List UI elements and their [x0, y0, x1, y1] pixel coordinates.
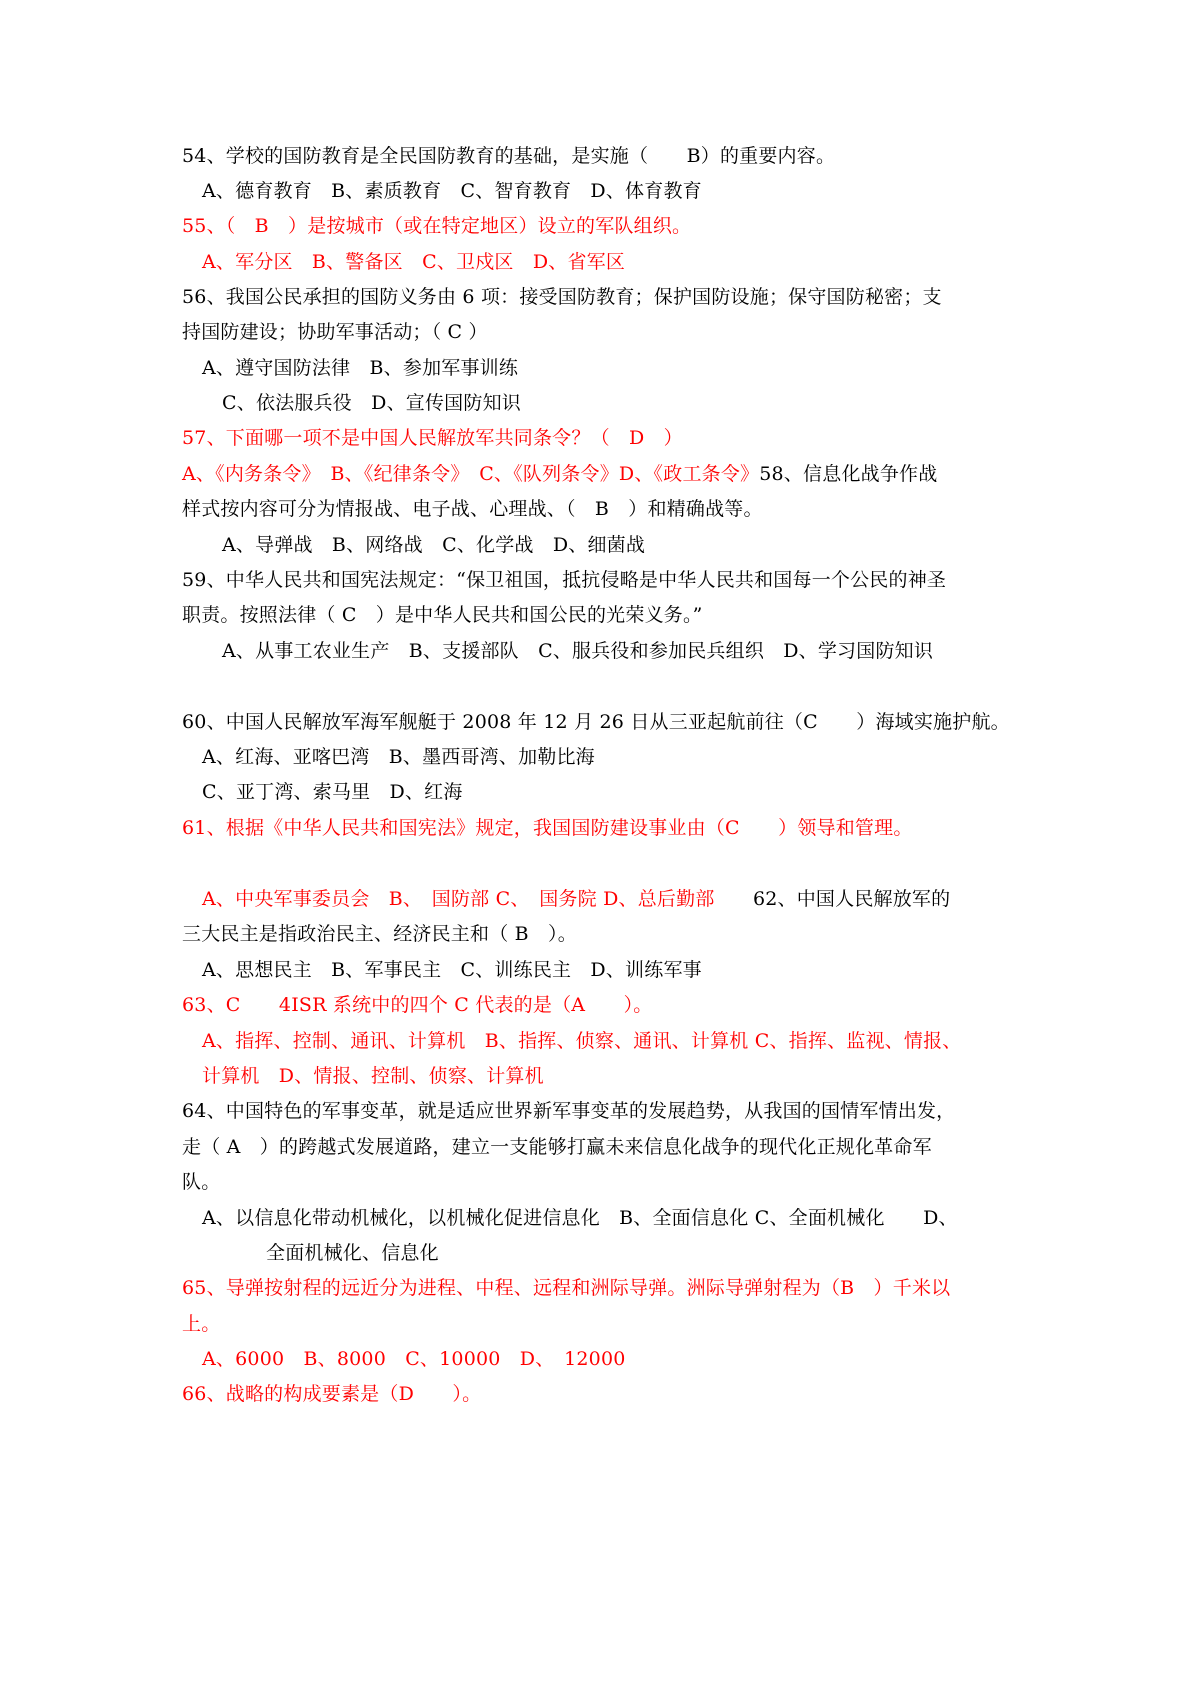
- question-59-continued: 职责。按照法律（ C ）是中华人民共和国公民的光荣义务。”: [182, 604, 703, 626]
- question-58-continued: 样式按内容可分为情报战、电子战、心理战、（ B ）和精确战等。: [182, 498, 763, 520]
- question-56-options-ab: A、遵守国防法律 B、参加军事训练: [202, 357, 519, 379]
- question-65: 65、导弹按射程的远近分为进程、中程、远程和洲际导弹。洲际导弹射程为（B ）千米以: [182, 1277, 951, 1299]
- question-60-options-cd: C、亚丁湾、索马里 D、红海: [202, 781, 463, 803]
- question-62-continued: 三大民主是指政治民主、经济民主和（ B ）。: [182, 923, 577, 945]
- question-56-options-cd: C、依法服兵役 D、宣传国防知识: [222, 392, 521, 414]
- question-63-options-continued: 计算机 D、情报、控制、侦察、计算机: [202, 1065, 544, 1087]
- question-57-options-and-58: [182, 461, 1022, 487]
- question-61-options: A、中央军事委员会 B、 国防部 C、 国务院 D、总后勤部: [202, 888, 715, 910]
- question-59: 59、中华人民共和国宪法规定：“保卫祖国，抵抗侵略是中华人民共和国每一个公民的神圣: [182, 569, 947, 591]
- question-64-options: A、以信息化带动机械化，以机械化促进信息化 B、全面信息化 C、全面机械化 D、: [202, 1207, 958, 1229]
- question-56-continued: 持国防建设；协助军事活动；（ C ）: [182, 321, 488, 343]
- question-61-options-and-62: [202, 886, 1042, 912]
- question-60-options-ab: A、红海、亚喀巴湾 B、墨西哥湾、加勒比海: [202, 746, 595, 768]
- question-63-options: A、指挥、控制、通讯、计算机 B、指挥、侦察、通讯、计算机 C、指挥、监视、情报、: [202, 1030, 962, 1052]
- question-60: 60、中国人民解放军海军舰艇于 2008 年 12 月 26 日从三亚起航前往（C ）海域实施护航。: [182, 711, 1010, 733]
- question-66: 66、战略的构成要素是（D ）。: [182, 1383, 482, 1405]
- question-65-options: A、6000 B、8000 C、10000 D、 12000: [202, 1348, 626, 1370]
- question-56: 56、我国公民承担的国防义务由 6 项：接受国防教育；保护国防设施；保守国防秘密；支: [182, 286, 942, 308]
- question-62-options: A、思想民主 B、军事民主 C、训练民主 D、训练军事: [202, 959, 702, 981]
- question-63: 63、C 4ISR 系统中的四个 C 代表的是（A ）。: [182, 994, 653, 1016]
- question-59-options: A、从事工农业生产 B、支援部队 C、服兵役和参加民兵组织 D、学习国防知识: [222, 640, 934, 662]
- question-55: 55、（ B ）是按城市（或在特定地区）设立的军队组织。: [182, 215, 692, 237]
- question-55-options: A、军分区 B、警备区 C、卫戍区 D、省军区: [202, 251, 626, 273]
- question-58-start: 58、信息化战争作战: [759, 463, 938, 485]
- question-58-options: A、导弹战 B、网络战 C、化学战 D、细菌战: [222, 534, 646, 556]
- question-57-options: A、《内务条令》 B、《纪律条令》 C、《队列条令》D、《政工条令》: [182, 463, 760, 485]
- question-64-continued: 走（ A ）的跨越式发展道路，建立一支能够打赢未来信息化战争的现代化正规化革命军: [182, 1136, 932, 1158]
- question-62-start: 62、中国人民解放军的: [714, 888, 951, 910]
- question-61: 61、根据《中华人民共和国宪法》规定，我国国防建设事业由（C ）领导和管理。: [182, 817, 913, 839]
- question-54-options: A、德育教育 B、素质教育 C、智育教育 D、体育教育: [202, 180, 702, 202]
- question-54: 54、学校的国防教育是全民国防教育的基础，是实施（ B）的重要内容。: [182, 145, 836, 167]
- question-57: 57、下面哪一项不是中国人民解放军共同条令？（ D ）: [182, 427, 683, 449]
- question-65-continued: 上。: [182, 1313, 221, 1335]
- question-64-options-continued: 全面机械化、信息化: [266, 1242, 439, 1264]
- question-64: 64、中国特色的军事变革，就是适应世界新军事变革的发展趋势，从我国的国情军情出发，: [182, 1100, 956, 1122]
- question-64-end: 队。: [182, 1171, 221, 1193]
